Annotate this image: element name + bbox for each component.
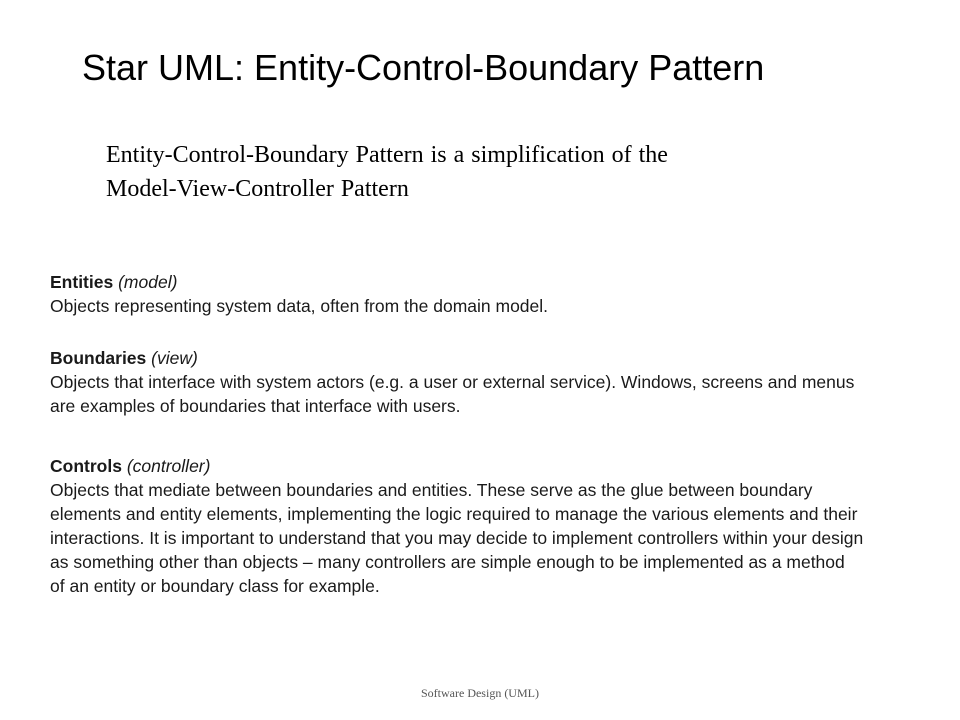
definition-heading xyxy=(50,270,548,294)
definition-text-line: Objects that mediate between boundaries and entities. These serve as the glue between boundary xyxy=(50,480,813,500)
intro-paragraph xyxy=(106,138,886,206)
slide-title: Star UML: Entity-Control-Boundary Pattern xyxy=(82,47,765,88)
definition-term: Boundaries xyxy=(50,348,147,368)
slide-footer: Software Design (UML) xyxy=(421,686,539,700)
definition-entities xyxy=(50,270,548,318)
definition-text-line: as something other than objects – many controllers are simple enough to be implemented as a method xyxy=(50,552,845,572)
definition-controls xyxy=(50,454,863,598)
definition-text-line: elements and entity elements, implementing the logic required to manage the various elements and their xyxy=(50,504,858,524)
definition-qualifier: (view) xyxy=(151,348,198,368)
definition-text-line: interactions. It is important to understand that you may decide to implement controllers within your design xyxy=(50,528,864,548)
definition-qualifier: (controller) xyxy=(126,456,211,476)
definition-heading xyxy=(50,346,854,370)
intro-line: Model-View-Controller Pattern xyxy=(106,176,409,202)
definition-text-line: Objects that interface with system actors (e.g. a user or external service). Windows, screens and menus xyxy=(50,372,855,392)
definition-term: Entities xyxy=(50,272,114,292)
definition-term: Controls xyxy=(50,456,122,476)
definition-text-line: of an entity or boundary class for example. xyxy=(50,576,380,596)
definition-qualifier: (model) xyxy=(118,272,178,292)
definition-text-line: Objects representing system data, often from the domain model. xyxy=(50,296,549,316)
definition-text-line: are examples of boundaries that interface with users. xyxy=(50,396,461,416)
intro-line: Entity-Control-Boundary Pattern is a simplification of the xyxy=(106,142,668,168)
definition-boundaries xyxy=(50,346,854,418)
definition-heading xyxy=(50,454,863,478)
